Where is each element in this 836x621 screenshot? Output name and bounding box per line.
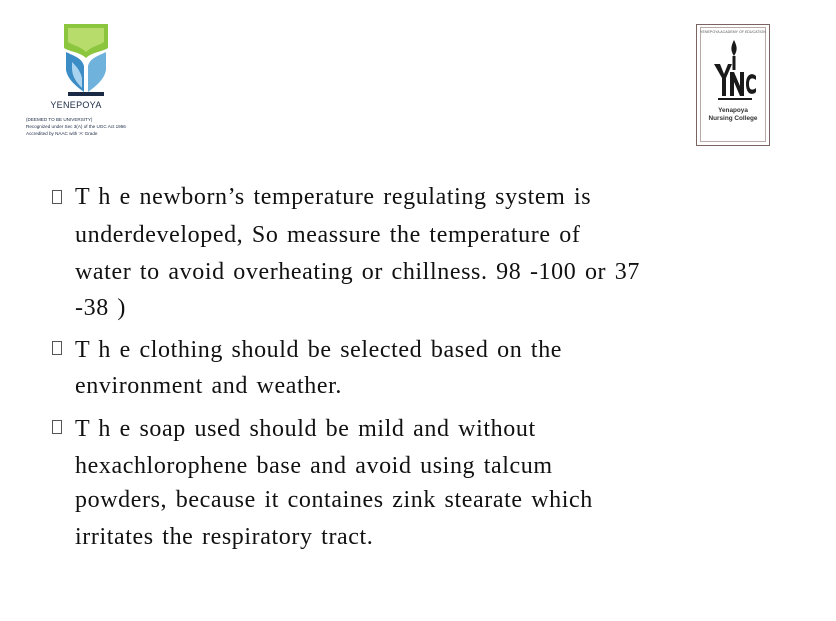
bullet-marker-icon — [52, 420, 62, 434]
bullet-text-line: powders, because it containes zink stearate which — [75, 487, 593, 513]
bullet-text-line: T h e clothing should be selected based on the — [75, 337, 563, 363]
yenepoya-emblem-icon — [62, 22, 110, 98]
bullet-text-line: underdeveloped, So meassure the temperature of — [75, 222, 581, 248]
bullet-marker-icon — [52, 190, 62, 204]
bullet-text-line: -38 ) — [75, 295, 126, 321]
logo-academy-text: YENEPOYA ACADEMY OF EDUCATION — [700, 30, 766, 34]
logo-college-line: Yenapoya — [718, 107, 748, 114]
logo-subtitle-line: Recognized under Sec 3(A) of the UGC Act 1956 — [26, 124, 126, 129]
bullet-text-line: hexachlorophene base and avoid using talcum — [75, 453, 553, 479]
logo-subtitle-line: Accredited by NAAC with 'A' Grade — [26, 131, 98, 136]
ync-monogram-icon — [710, 38, 758, 102]
logo-frame-top — [697, 24, 769, 25]
logo-college-line: Nursing College — [708, 115, 758, 122]
bullet-text-line: T h e soap used should be mild and without — [75, 416, 536, 442]
yenepoya-university-logo — [26, 22, 146, 156]
logo-college-name — [697, 107, 769, 123]
bullet-text-line: irritates the respiratory tract. — [75, 524, 374, 550]
bullet-text-line: water to avoid overheating or chillness. 98 -100 or 37 — [75, 259, 640, 285]
logo-brand-name: YENEPOYA — [50, 100, 102, 110]
yenapoya-nursing-college-logo — [696, 24, 770, 146]
logo-subtitle-line: (DEEMED TO BE UNIVERSITY) — [26, 117, 93, 122]
bullet-text-line: environment and weather. — [75, 373, 342, 399]
bullet-text-line: T h e newborn’s temperature regulating system is — [75, 184, 592, 210]
bullet-marker-icon — [52, 341, 62, 355]
